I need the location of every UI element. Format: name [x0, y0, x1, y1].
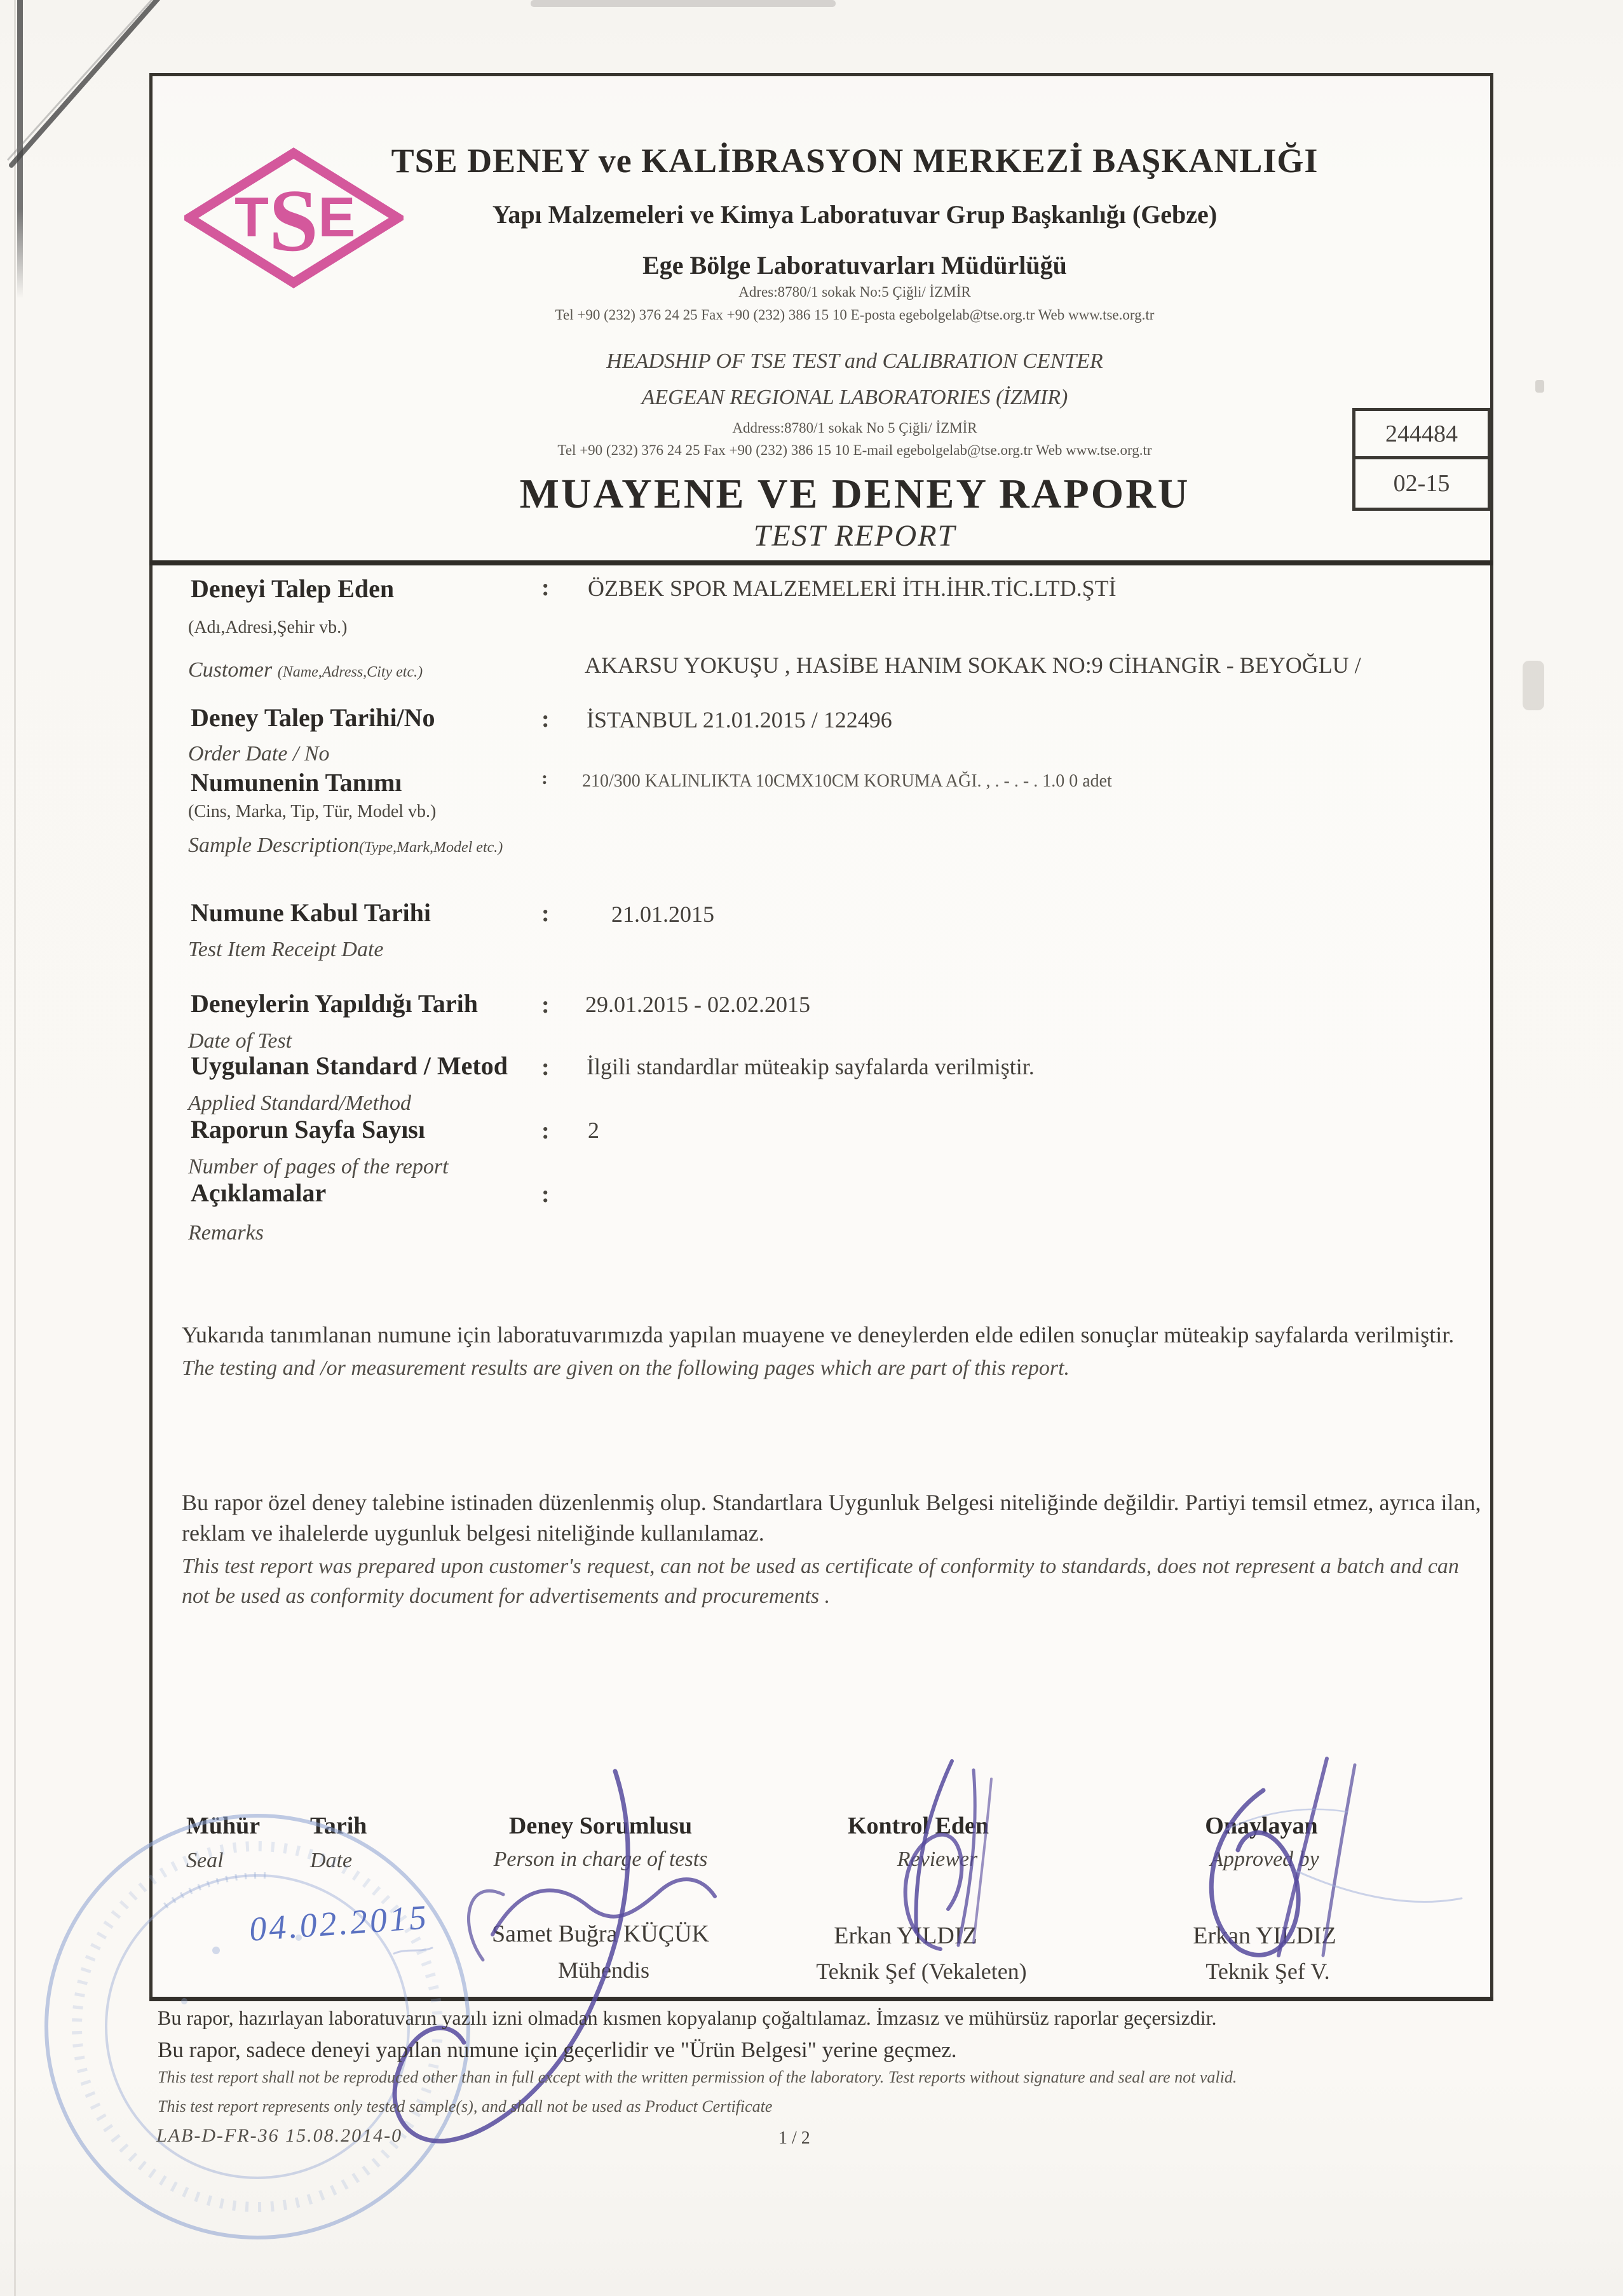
- customer-en-sub: (Name,Adress,City etc.): [277, 664, 423, 680]
- field-value-pages: 2: [588, 1118, 599, 1143]
- footer-note-1-tr: Bu rapor, hazırlayan laboratuvarın yazılı izni olmadan kısmen kopyalanıp çoğaltılamaz. İmzasız ve mühürsüz raporlar geçersizdir.: [158, 2006, 1217, 2029]
- scan-edge-line: [14, 0, 16, 2296]
- field-label-receipt-date-tr: Numune Kabul Tarihi: [191, 898, 431, 927]
- report-title-tr: MUAYENE VE DENEY RAPORU: [519, 471, 1190, 517]
- org-contact-tr: Tel +90 (232) 376 24 25 Fax +90 (232) 386 15 10 E-posta egebolgelab@tse.org.tr Web www.tse.org.tr: [555, 307, 1155, 323]
- field-label-test-date-tr: Deneylerin Yapıldığı Tarih: [191, 989, 478, 1018]
- disclaimer-paragraph: [182, 1488, 1481, 1612]
- colon: :: [541, 1118, 550, 1144]
- seal-label-tr: Mühür: [186, 1813, 261, 1839]
- report-number: 244484: [1355, 411, 1488, 459]
- footer-note-4-en: This test report represents only tested sample(s), and shall not be used as Product Certificate: [158, 2097, 773, 2116]
- footer-note-2-tr: Bu rapor, sadece deneyi yapılan numune için geçerlidir ve "Ürün Belgesi" yerine geçmez.: [158, 2037, 957, 2062]
- colon: :: [541, 992, 550, 1018]
- approver-label-tr: Onaylayan: [1205, 1813, 1318, 1839]
- footer-note-3-en: This test report shall not be reproduced other than in full except with the written permission of the laboratory. Test reports without signature and seal are not valid.: [158, 2068, 1237, 2086]
- colon: :: [541, 1181, 550, 1208]
- tester-label-tr: Deney Sorumlusu: [508, 1813, 693, 1839]
- field-value-customer-address: AKARSU YOKUŞU , HASİBE HANIM SOKAK NO:9 CİHANGİR - BEYOĞLU /: [585, 652, 1361, 678]
- report-period: 02-15: [1393, 470, 1450, 497]
- field-label-standard-tr: Uygulanan Standard / Metod: [191, 1051, 508, 1080]
- org-subtitle2-tr: Ege Bölge Laboratuvarları Müdürlüğü: [642, 251, 1067, 280]
- tester-label-en: Person in charge of tests: [493, 1847, 708, 1871]
- page-number: 1 / 2: [778, 2128, 810, 2148]
- field-label-sample-tr: Numunenin Tanımı: [191, 768, 402, 797]
- org-subtitle1-tr: Yapı Malzemeleri ve Kimya Laboratuvar Grup Başkanlığı (Gebze): [492, 200, 1218, 229]
- colon: :: [541, 706, 550, 733]
- field-label-customer-en: [188, 658, 423, 682]
- scan-top-smudge: [531, 0, 836, 7]
- approver-label-en: Approved by: [1210, 1847, 1319, 1871]
- reviewer-label-tr: Kontrol Eden: [847, 1813, 989, 1839]
- field-label-pages-en: Number of pages of the report: [188, 1155, 449, 1178]
- reviewer-label-en: Reviewer: [897, 1847, 978, 1871]
- field-label-customer-tr: Deneyi Talep Eden: [191, 574, 395, 603]
- report-number-box: [1352, 408, 1491, 511]
- field-label-sample-en: [188, 834, 503, 858]
- org-title-en: HEADSHIP OF TSE TEST and CALIBRATION CENTER: [606, 349, 1103, 373]
- field-label-receipt-date-en: Test Item Receipt Date: [188, 938, 384, 961]
- results-paragraph-tr: Yukarıda tanımlanan numune için laboratuvarımızda yapılan muayene ve deneylerden elde edilen sonuçlar müteakip sayfalarda verilmiştir.: [182, 1322, 1455, 1347]
- org-contact-en: Tel +90 (232) 376 24 25 Fax +90 (232) 386 15 10 E-mail egebolgelab@tse.org.tr Web www.tse.org.tr: [557, 442, 1152, 458]
- footer-notes: [158, 2006, 1492, 2116]
- field-label-remarks-en: Remarks: [188, 1221, 264, 1245]
- field-value-test-date: 29.01.2015 - 02.02.2015: [585, 992, 810, 1017]
- tse-logo-letter-s: S: [269, 172, 318, 270]
- colon: :: [541, 1054, 550, 1081]
- seal-label-en: Seal: [186, 1849, 224, 1872]
- field-sublabel-customer-tr: (Adı,Adresi,Şehir vb.): [188, 618, 348, 637]
- colon: :: [541, 767, 548, 788]
- date-label-tr: Tarih: [310, 1813, 367, 1839]
- tester-name: Samet Buğra KÜÇÜK: [492, 1921, 709, 1947]
- report-title-en: TEST REPORT: [753, 519, 956, 553]
- field-label-order-date-en: Order Date / No: [188, 742, 330, 766]
- tester-title: Mühendis: [558, 1957, 649, 1983]
- sample-en-main: Sample Description: [188, 834, 360, 857]
- field-value-order-date: İSTANBUL 21.01.2015 / 122496: [587, 707, 892, 733]
- org-title-tr: TSE DENEY ve KALİBRASYON MERKEZİ BAŞKANLIĞI: [391, 142, 1319, 180]
- tse-logo-letter-e: E: [318, 186, 356, 248]
- approver-title: Teknik Şef V.: [1205, 1959, 1330, 1984]
- sample-en-sub: (Type,Mark,Model etc.): [359, 839, 503, 856]
- form-code: LAB-D-FR-36 15.08.2014-0: [156, 2125, 403, 2146]
- reviewer-name: Erkan YILDIZ: [834, 1922, 977, 1949]
- colon: :: [541, 574, 550, 601]
- org-address-en: Address:8780/1 sokak No 5 Çiğli/ İZMİR: [732, 420, 977, 436]
- colon: :: [541, 900, 550, 927]
- field-label-remarks-tr: Açıklamalar: [191, 1178, 327, 1207]
- reviewer-title: Teknik Şef (Vekaleten): [816, 1959, 1027, 1984]
- field-label-standard-en: Applied Standard/Method: [188, 1091, 411, 1115]
- results-paragraph: [182, 1320, 1481, 1383]
- field-value-customer-name: ÖZBEK SPOR MALZEMELERİ İTH.İHR.TİC.LTD.ŞTİ: [588, 576, 1117, 601]
- date-label-en: Date: [310, 1849, 353, 1872]
- handwritten-date: 04.02.2015: [248, 1898, 430, 1948]
- tse-logo-letter-t: T: [234, 186, 269, 248]
- field-label-pages-tr: Raporun Sayfa Sayısı: [191, 1115, 425, 1144]
- field-value-standard: İlgili standardlar müteakip sayfalarda verilmiştir.: [587, 1054, 1035, 1079]
- disclaimer-paragraph-en: This test report was prepared upon customer's request, can not be used as certificate of conformity to standards, does not represent a batch and can not be used as conformity document for advertisements and procurements .: [182, 1554, 1459, 1609]
- approver-name: Erkan YILDIZ: [1193, 1922, 1336, 1949]
- results-paragraph-en: The testing and /or measurement results are given on the following pages which are part of this report.: [182, 1356, 1070, 1380]
- scan-smudge: [1523, 661, 1544, 710]
- signature-divider-line: [149, 1997, 1493, 2001]
- customer-en-main: Customer: [188, 658, 273, 682]
- org-subtitle-en: AEGEAN REGIONAL LABORATORIES (İZMIR): [641, 386, 1068, 409]
- field-label-order-date-tr: Deney Talep Tarihi/No: [191, 703, 435, 732]
- org-address-tr: Adres:8780/1 sokak No:5 Çiğli/ İZMİR: [738, 284, 971, 300]
- header-divider-line: [149, 560, 1493, 565]
- field-value-sample-description: 210/300 KALINLIKTA 10CMX10CM KORUMA AĞI. , . - . - . 1.0 0 adet: [582, 771, 1112, 791]
- disclaimer-paragraph-tr: Bu rapor özel deney talebine istinaden düzenlenmiş olup. Standartlara Uygunluk Belgesi niteliğinde değildir. Partiyi temsil etmez, ayrıca ilan, reklam ve ihalelerde uygunluk belgesi niteliğinde kullanılamaz.: [182, 1490, 1481, 1546]
- scan-smudge: [1535, 380, 1544, 393]
- field-value-receipt-date: 21.01.2015: [611, 902, 714, 927]
- field-label-test-date-en: Date of Test: [188, 1029, 292, 1053]
- scan-left-fold-line: [17, 0, 23, 299]
- field-sublabel-sample-tr: (Cins, Marka, Tip, Tür, Model vb.): [188, 802, 437, 821]
